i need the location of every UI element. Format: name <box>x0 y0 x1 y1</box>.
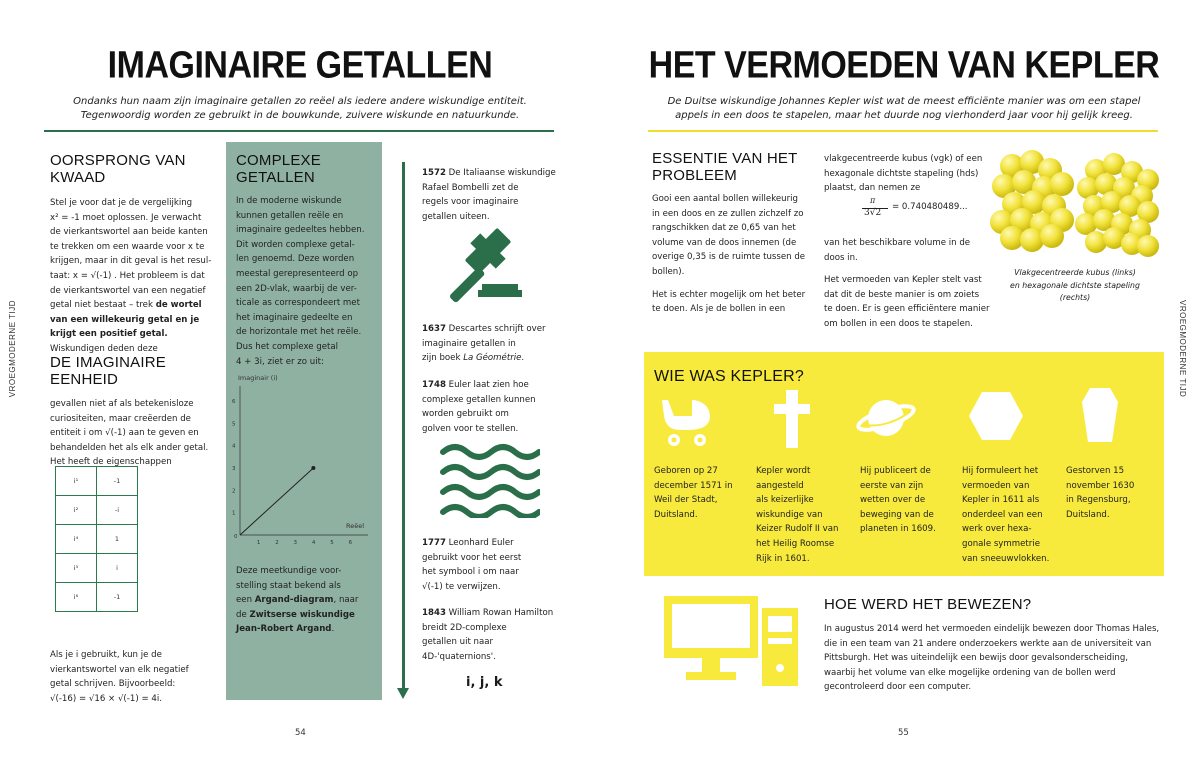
quaternion-symbols: i, j, k <box>466 675 503 690</box>
planet-icon <box>856 390 916 446</box>
bewezen-heading: HOE WERD HET BEWEZEN? <box>824 596 1032 613</box>
kepler-line: werk over hexa- <box>962 524 1032 535</box>
jean-term: Jean-Robert Argand <box>236 624 332 635</box>
kepler-line: aangesteld <box>756 480 804 491</box>
table-cell: -1 <box>97 467 138 496</box>
essentie-line: volume van de doos innemen (de <box>652 237 797 248</box>
oorsprong-line: x² = -1 moet oplossen. Je verwacht <box>50 212 202 223</box>
timeline-text: Rafael Bombelli zet de <box>422 182 519 193</box>
argand-chart <box>226 366 382 556</box>
cross-icon <box>772 388 812 450</box>
essentie-line: bollen). <box>652 266 685 277</box>
essentie-line: overige 0,35 is de ruimte tussen de <box>652 252 806 263</box>
oorsprong-line <box>50 298 220 313</box>
timeline-text: imaginaire getallen in <box>422 338 516 349</box>
complex-line: kunnen getallen reële en <box>236 210 344 221</box>
timeline-text: getallen uiteen. <box>422 211 490 222</box>
table-cell: i⁶ <box>56 583 97 612</box>
table-row <box>56 525 138 554</box>
essentie-line: rangschikken dat ze 0,65 van het <box>652 223 796 234</box>
chart-y-tick: 5 <box>232 421 236 428</box>
timeline-line <box>422 322 562 337</box>
oorsprong-line-part: getal niet bestaat – trek <box>50 300 153 311</box>
timeline-entry <box>422 378 562 436</box>
oorsprong-line: te trekken om een waarde voor x te <box>50 241 205 252</box>
essentie-line: in een doos en ze zullen zichzelf zo <box>652 208 804 219</box>
timeline-year: 1843 <box>422 608 446 618</box>
kepler-line: Rijk in 1601. <box>756 553 810 564</box>
kepler-line: gonale symmetrie <box>962 538 1041 549</box>
complex-line: 4 + 3i, ziet er zo uit: <box>236 356 324 367</box>
table-cell: 1 <box>97 525 138 554</box>
sphere <box>1137 235 1159 257</box>
hcp-stack-icon <box>1075 153 1159 257</box>
kepler-col-born <box>654 464 754 522</box>
text-part: een <box>236 595 253 606</box>
middle-line: doos in. <box>824 252 858 263</box>
complex-heading: COMPLEXE GETALLEN <box>236 152 321 186</box>
gavel-icon <box>444 226 526 306</box>
eenheid-line: gevallen niet af als betekenisloze <box>50 399 194 409</box>
caption-line: en hexagonale dichtste stapeling <box>1010 280 1140 290</box>
middle-text <box>824 152 990 196</box>
sphere <box>1040 224 1064 248</box>
kepler-line: Weil der Stadt, <box>654 495 718 506</box>
sphere-caption <box>990 267 1160 305</box>
middle-line: van het beschikbare volume in de <box>824 238 971 248</box>
sphere-packing-illustration <box>990 150 1160 260</box>
pram-icon <box>658 396 716 448</box>
timeline-entry <box>422 166 562 224</box>
essentie-line: Gooi een aantal bollen willekeurig <box>652 194 798 204</box>
timeline-text: William Rowan Hamilton <box>448 608 554 618</box>
complex-bottom-line: Deze meetkundige voor- <box>236 566 342 576</box>
timeline-text: . <box>521 353 525 364</box>
table-row <box>56 583 138 612</box>
middle-line: Het vermoeden van Kepler stelt vast <box>824 275 982 286</box>
eenheid-line: entiteit i om √(-1) aan te geven en <box>50 428 199 439</box>
timeline-arrow-icon <box>397 688 409 699</box>
timeline-entry <box>422 536 562 594</box>
essentie-section <box>652 150 812 317</box>
complex-bottom-line <box>236 622 378 637</box>
complex-line: het imaginaire gedeelte en <box>236 312 353 323</box>
chart-x-tick: 6 <box>348 540 353 546</box>
complex-line: Dus het complexe getal <box>236 341 339 352</box>
bewezen-line: gecontroleerd door een computer. <box>824 682 972 693</box>
kepler-line: Kepler wordt <box>756 466 811 476</box>
kepler-line: wetten over de <box>860 495 926 506</box>
chart-xlabel: Reëel <box>346 522 365 530</box>
kepler-line: november 1630 <box>1066 480 1135 491</box>
chart-ylabel: Imaginair (i) <box>238 374 278 382</box>
kepler-line: het Heilig Roomse <box>756 538 835 549</box>
middle-text-2 <box>824 236 990 332</box>
hexagon-icon <box>968 390 1024 442</box>
essentie-line: Het is echter mogelijk om het beter <box>652 289 806 300</box>
table-cell: i¹ <box>56 467 97 496</box>
left-side-label: VROEGMODERNE TIJD <box>8 300 17 398</box>
formula-numerator: π <box>870 196 876 205</box>
chart-vector-line <box>240 468 313 535</box>
bewezen-section <box>824 596 1164 695</box>
timeline-line <box>422 378 562 393</box>
kepler-line: Hij formuleert het <box>962 466 1039 476</box>
eenheid-line: Het heeft de eigenschappen <box>50 457 172 468</box>
computer-icon <box>664 596 800 686</box>
essentie-line: te doen. Als je de bollen in een <box>652 304 786 315</box>
kepler-line: Hij publiceert de <box>860 466 931 476</box>
timeline-text: complexe getallen kunnen <box>422 394 536 405</box>
table-cell: i⁵ <box>56 554 97 583</box>
sphere <box>1050 172 1074 196</box>
right-intro-line2: appels in een doos te stapelen, maar het duurde nog vierhonderd jaar voor hij gelijk kreeg. <box>675 110 1133 121</box>
book-title: La Géométrie <box>463 353 522 364</box>
timeline-text: De Italiaanse wiskundige <box>448 168 556 178</box>
caption-line: Vlakgecentreerde kubus (links) <box>1014 268 1136 277</box>
right-page-title: HET VERMOEDEN VAN KEPLER <box>648 44 1160 87</box>
oorsprong-line: krijgen, maar in dit geval is het resul- <box>50 256 212 267</box>
middle-line: dat dit de beste manier is om zoiets <box>824 289 980 300</box>
complex-line: ticale as correspondeert met <box>236 298 360 309</box>
complex-bottom-line <box>236 608 378 623</box>
timeline-text: golven voor te stellen. <box>422 423 519 434</box>
zwitserse-term: Zwitserse wiskundige <box>249 609 355 620</box>
complex-section <box>236 152 378 369</box>
timeline-line <box>422 536 562 551</box>
chart-y-tick: 3 <box>232 465 236 472</box>
left-page-number: 54 <box>295 728 306 738</box>
bewezen-line: waarbij het volume van elke mogelijke ordening van de bollen werd <box>824 667 1116 678</box>
kepler-line: wiskundige van <box>756 509 823 520</box>
timeline-text: getallen uit naar <box>422 637 494 648</box>
chart-origin-label: 0 <box>234 534 238 540</box>
oorsprong-bold: de wortel <box>155 300 202 311</box>
oorsprong-heading: OORSPRONG VAN KWAAD <box>50 152 186 186</box>
complex-line: Dit worden complexe getal- <box>236 239 355 250</box>
timeline-text: 4D-'quaternions'. <box>422 651 496 662</box>
middle-line: hexagonale dichtste stapeling (hds) <box>824 168 979 179</box>
kepler-col-laws <box>860 464 960 537</box>
right-page-number: 55 <box>898 728 909 738</box>
timeline-entry <box>422 322 562 366</box>
powers-table <box>55 466 138 612</box>
chart-y-tick: 1 <box>232 510 236 517</box>
left-page-title: IMAGINAIRE GETALLEN <box>107 44 493 87</box>
formula <box>862 196 992 232</box>
table-cell: -i <box>97 496 138 525</box>
bewezen-line: Pittsburgh. Het was uiteindelijk een bewijs door gevalsonderscheiding, <box>824 653 1129 664</box>
complex-line: imaginaire gedeeltes hebben. <box>236 225 365 236</box>
chart-y-tick: 4 <box>232 443 236 450</box>
timeline-line <box>422 606 562 621</box>
text-part: , naar <box>333 595 359 606</box>
bottom-line: Als je i gebruikt, kun je de <box>50 650 162 660</box>
oorsprong-bold-line: van een willekeurig getal en je <box>50 314 200 325</box>
right-intro-line1: De Duitse wiskundige Johannes Kepler wist wat de meest efficiënte manier was om een stapel <box>667 96 1141 107</box>
complex-line: len genoemd. Deze worden <box>236 254 355 265</box>
kepler-col-conjecture <box>962 464 1062 566</box>
right-divider <box>648 130 1158 132</box>
oorsprong-text <box>50 196 220 357</box>
kepler-line: Gestorven 15 <box>1066 466 1125 476</box>
formula-denominator: 3√2 <box>864 208 882 218</box>
table-row <box>56 554 138 583</box>
middle-line: om bollen in een doos te stapelen. <box>824 318 973 329</box>
bottom-line: getal schrijven. Bijvoorbeeld: <box>50 679 176 690</box>
kepler-line: Keizer Rudolf II van <box>756 524 839 535</box>
timeline-line <box>422 351 562 366</box>
right-intro <box>640 95 1168 123</box>
timeline-text: √(-1) te verwijzen. <box>422 581 501 592</box>
kepler-line: van sneeuwvlokken. <box>962 553 1050 564</box>
eenheid-line: behandelden het als elk ander getal. <box>50 442 209 453</box>
kepler-line: als keizerlijke <box>756 495 814 506</box>
timeline-text: Leonhard Euler <box>448 538 514 548</box>
timeline-text: worden gebruikt om <box>422 409 509 420</box>
essentie-heading-line: PROBLEEM <box>652 167 737 184</box>
chart-x-tick: 1 <box>256 540 261 546</box>
complex-line: een 2D-vlak, waarbij de ver- <box>236 283 357 294</box>
table-cell: i⁴ <box>56 525 97 554</box>
essentie-heading-line: ESSENTIE VAN HET <box>652 150 798 167</box>
kepler-line: onderdeel van een <box>962 509 1043 520</box>
kepler-heading: WIE WAS KEPLER? <box>654 368 804 385</box>
bewezen-text <box>824 622 1164 695</box>
complex-bottom-text <box>236 564 378 637</box>
coffin-icon <box>1080 386 1120 444</box>
left-divider <box>44 130 554 132</box>
chart-y-tick: 6 <box>232 398 236 405</box>
complex-line: In de moderne wiskunde <box>236 196 342 206</box>
text-part: . <box>331 624 335 635</box>
fcc-stack-icon <box>990 150 1074 252</box>
oorsprong-line: de vierkantswortel aan beide kanten <box>50 227 208 238</box>
timeline-text: breidt 2D-complexe <box>422 622 507 633</box>
kepler-line: eerste van zijn <box>860 480 924 491</box>
oorsprong-line: Stel je voor dat je de vergelijking <box>50 198 193 208</box>
kepler-line: planeten in 1609. <box>860 524 936 535</box>
chart-x-tick: 4 <box>311 540 316 546</box>
bottom-line: √(-16) = √16 × √(-1) = 4i. <box>50 693 162 704</box>
kepler-line: Kepler in 1611 als <box>962 495 1040 506</box>
oorsprong-line: Wiskundigen deden deze <box>50 343 158 354</box>
timeline-year: 1748 <box>422 380 446 390</box>
timeline-text: zijn boek <box>422 353 461 364</box>
table-cell: i <box>97 554 138 583</box>
bewezen-line: die in een team van 21 andere onderzoekers werkte aan de universiteit van <box>824 638 1152 649</box>
left-intro <box>60 95 540 123</box>
complex-line: de horizontale met het reële. <box>236 327 362 338</box>
right-side-label: VROEGMODERNE TIJD <box>1178 300 1187 398</box>
kepler-line: Duitsland. <box>1066 509 1110 520</box>
chart-x-tick: 2 <box>275 540 279 546</box>
left-intro-line1: Ondanks hun naam zijn imaginaire getallen zo reëel als iedere andere wiskundige entiteit. <box>73 96 527 107</box>
timeline-text: regels voor imaginaire <box>422 197 519 208</box>
kepler-line: Duitsland. <box>654 509 698 520</box>
table-row <box>56 467 138 496</box>
waves-icon <box>440 442 540 518</box>
timeline-text: gebruikt voor het eerst <box>422 552 522 563</box>
oorsprong-bold-line: krijgt een positief getal. <box>50 329 168 340</box>
kepler-line: Geboren op 27 <box>654 466 718 476</box>
complex-bottom-line: stelling staat bekend als <box>236 580 341 591</box>
chart-y-tick: 2 <box>232 488 236 495</box>
eenheid-line: curiositeiten, maar creëerden de <box>50 413 191 424</box>
left-intro-line2: Tegenwoordig worden ze gebruikt in de bouwkunde, zuivere wiskunde en natuurkunde. <box>80 110 520 121</box>
eenheid-text <box>50 397 220 470</box>
left-bottom-text <box>50 648 220 706</box>
chart-x-tick: 3 <box>293 540 298 546</box>
kepler-line: vermoeden van <box>962 480 1030 491</box>
kepler-line: beweging van de <box>860 509 934 520</box>
complex-bottom-line <box>236 593 378 608</box>
table-row <box>56 496 138 525</box>
timeline-year: 1572 <box>422 168 446 178</box>
eenheid-heading: DE IMAGINAIRE EENHEID <box>50 354 166 388</box>
complex-line: meestal gerepresenteerd op <box>236 268 359 279</box>
oorsprong-line: de vierkantswortel van een negatief <box>50 285 206 296</box>
kepler-line: in Regensburg, <box>1066 495 1131 506</box>
timeline-line <box>422 166 562 181</box>
complex-text <box>236 194 378 369</box>
chart-point <box>311 466 315 470</box>
chart-x-tick: 5 <box>330 540 334 546</box>
kepler-col-died <box>1066 464 1160 522</box>
middle-line: te doen. Er is geen efficiëntere manier <box>824 304 990 315</box>
text-part: de <box>236 609 247 620</box>
kepler-col-appointed <box>756 464 856 566</box>
timeline-text: het symbool i om naar <box>422 567 519 578</box>
argand-term: Argand-diagram <box>254 595 334 606</box>
middle-line: plaatst, dan nemen ze <box>824 183 921 194</box>
timeline-year: 1777 <box>422 538 446 548</box>
timeline-entry <box>422 606 562 664</box>
timeline-line <box>402 162 405 692</box>
essentie-heading <box>652 150 812 184</box>
oorsprong-section <box>50 152 220 357</box>
bottom-line: vierkantswortel van elk negatief <box>50 664 189 675</box>
caption-line: (rechts) <box>1059 293 1091 302</box>
table-cell: -1 <box>97 583 138 612</box>
eenheid-section <box>50 354 220 470</box>
oorsprong-line: taat: x = √(-1) . Het probleem is dat <box>50 270 205 281</box>
timeline-text: Euler laat zien hoe <box>448 380 529 390</box>
kepler-line: december 1571 in <box>654 480 733 491</box>
middle-line: vlakgecentreerde kubus (vgk) of een <box>824 154 983 164</box>
bewezen-line: In augustus 2014 werd het vermoeden eindelijk bewezen door Thomas Hales, <box>824 624 1160 634</box>
formula-value: = 0.740480489... <box>892 202 968 212</box>
table-cell: i² <box>56 496 97 525</box>
sphere <box>1020 228 1044 252</box>
timeline-year: 1637 <box>422 324 446 334</box>
essentie-text <box>652 192 812 317</box>
timeline-text: Descartes schrijft over <box>448 324 546 334</box>
